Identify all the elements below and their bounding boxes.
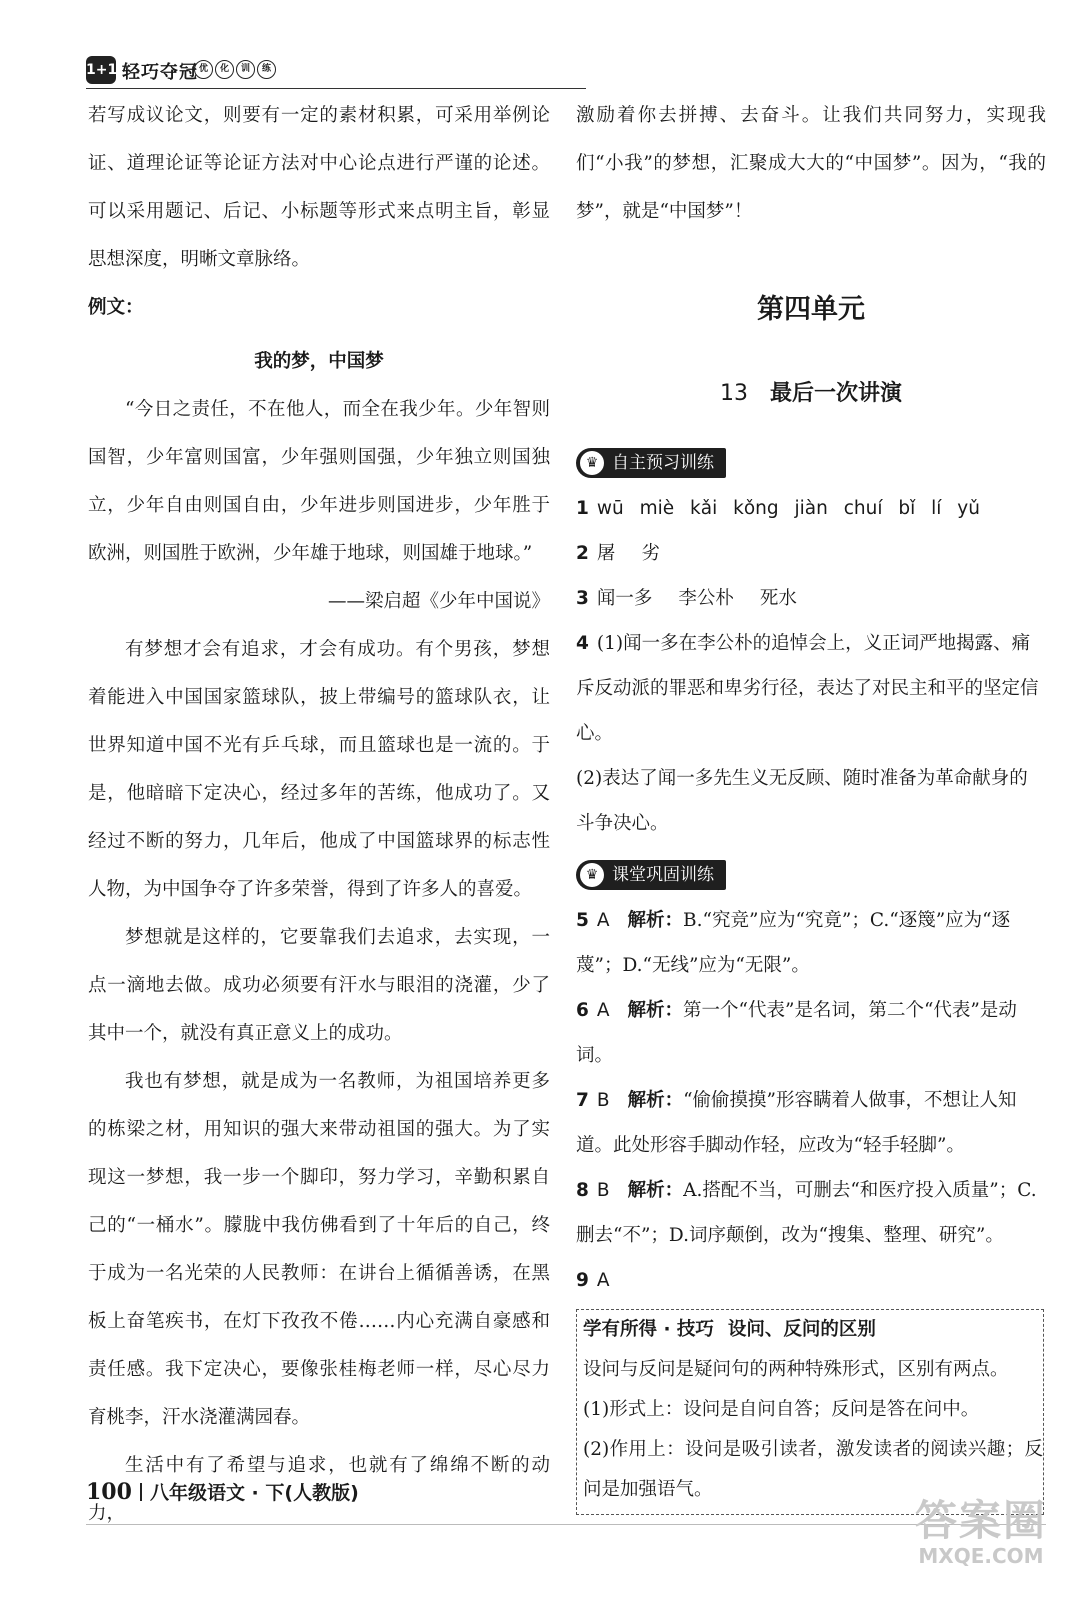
essay-title: 我的梦，中国梦 (254, 351, 384, 372)
badge: 化 (215, 60, 234, 79)
footer-separator (140, 1483, 142, 1501)
answer-key: B (596, 1090, 610, 1111)
intro-paragraph: 若写成议论文，则要有一定的素材积累，可采用举例论证、道理论证等论证方法对中心论点进行严谨的论述。可以采用题记、后记、小标题等形式来点明主旨，彰显思想深度，明晰文章脉络。 (88, 105, 550, 270)
footer-divider (86, 1524, 1046, 1525)
answer-text: 屠 (596, 543, 616, 564)
watermark-text: 答案圈 (914, 1496, 1047, 1545)
tip-line: (2)作用上：设问是吸引读者，激发读者的阅读兴趣；反问是加强语气。 (583, 1439, 1043, 1500)
answer-item (576, 988, 1046, 1078)
analysis-label: 解析： (627, 910, 684, 931)
analysis-label: 解析： (627, 1000, 684, 1021)
section-tag-label: 课堂巩固训练 (612, 865, 714, 885)
answer-number: 4 (576, 633, 589, 654)
section-tag-label: 自主预习训练 (612, 453, 714, 473)
badge: 优 (194, 60, 213, 79)
tip-heading (583, 1310, 1043, 1350)
answer-item (576, 576, 1046, 621)
answer-number: 3 (576, 588, 589, 609)
answer-key: A (596, 1270, 610, 1291)
brand-name: 轻巧夺冠 (122, 62, 198, 83)
answer-key: A (596, 1000, 610, 1021)
right-column (576, 92, 1046, 1515)
header-divider (86, 88, 586, 89)
brand-badges (194, 60, 276, 79)
watermark (915, 1498, 1047, 1568)
answer-item (576, 1168, 1046, 1258)
answer-text: 劣 (641, 543, 660, 564)
answer-key: A (596, 910, 610, 931)
answer-number: 1 (576, 498, 589, 519)
answer-number: 6 (576, 1000, 589, 1021)
tip-title: 学有所得 · 技巧 (583, 1319, 714, 1340)
watermark-url: MXQE.COM (918, 1544, 1044, 1568)
analysis-text: A.搭配不当，可删去“和医疗投入质量”；C.删去“不”；D.词序颠倒，改为“搜集、整理、研究”。 (576, 1180, 1037, 1246)
answer-number: 7 (576, 1090, 589, 1111)
section-tag-preview (576, 448, 726, 478)
answer-number: 5 (576, 910, 589, 931)
analysis-label: 解析： (627, 1090, 684, 1111)
book-title: 八年级语文 · 下(人教版) (149, 1482, 359, 1504)
answer-item (576, 1258, 1046, 1303)
page-number: 100 (86, 1479, 132, 1505)
tip-line: (1)形式上：设问是自问自答；反问是答在问中。 (583, 1399, 980, 1420)
answer-number: 2 (576, 543, 589, 564)
lesson-number: 13 (719, 381, 748, 406)
unit-title: 第四单元 (757, 294, 865, 325)
answer-number: 9 (576, 1270, 589, 1291)
left-column (88, 92, 550, 1538)
essay-continued: 激励着你去拼搏、去奋斗。让我们共同努力，实现我们“小我”的梦想，汇聚成大大的“中国梦”。因为，“我的梦”，就是“中国梦”！ (576, 105, 1046, 222)
quote-source: ——梁启超《少年中国说》 (327, 591, 550, 612)
answer-pinyin: wū miè kǎi kǒng jiàn chuí bǐ lí yǔ (596, 498, 980, 519)
tip-box (576, 1309, 1044, 1515)
page-header (86, 56, 586, 86)
answer-item (576, 621, 1046, 756)
essay-paragraph: 生活中有了希望与追求，也就有了绵绵不断的动力， (88, 1455, 550, 1524)
answer-number: 8 (576, 1180, 589, 1201)
badge: 训 (236, 60, 255, 79)
answer-text: 闻一多 (596, 588, 653, 609)
crown-icon: ♛ (580, 451, 604, 475)
brand-logo-icon: 1+1 (86, 56, 116, 84)
section-tag-practice (576, 860, 726, 890)
answer-key: B (596, 1180, 610, 1201)
essay-paragraph: 我也有梦想，就是成为一名教师，为祖国培养更多的栋梁之材，用知识的强大来带动祖国的强大。为了实现这一梦想，我一步一个脚印，努力学习，辛勤积累自己的“一桶水”。朦胧中我仿佛看到了十年后的自己，终于成为一名光荣的人民教师：在讲台上循循善诱，在黑板上奋笔疾书，在灯下孜孜不倦……内心充满自豪感和责任感。我下定决心，要像张桂梅老师一样，尽心尽力育桃李，汗水浇灌满园春。 (88, 1071, 550, 1428)
answer-item (576, 531, 1046, 576)
analysis-text: 第一个“代表”是名词，第二个“代表”是动词。 (576, 1000, 1017, 1066)
answer-text: (2)表达了闻一多先生义无反顾、随时准备为革命献身的斗争决心。 (576, 768, 1028, 834)
tip-line: 设问与反问是疑问句的两种特殊形式，区别有两点。 (583, 1359, 1009, 1380)
lesson-name: 最后一次讲演 (769, 381, 902, 406)
tip-subtitle: 设问、反问的区别 (727, 1319, 876, 1340)
analysis-text: “偷偷摸摸”形容瞒着人做事，不想让人知道。此处形容手脚动作轻，应改为“轻手轻脚”。 (576, 1090, 1017, 1156)
answer-text: 李公朴 (678, 588, 734, 609)
badge: 练 (257, 60, 276, 79)
answer-text: 死水 (759, 588, 797, 609)
analysis-text: B.“究竞”应为“究竟”；C.“逐篾”应为“逐蔑”；D.“无线”应为“无限”。 (576, 910, 1011, 976)
analysis-label: 解析： (627, 1180, 684, 1201)
answer-item (576, 1078, 1046, 1168)
essay-paragraph: 有梦想才会有追求，才会有成功。有个男孩，梦想着能进入中国国家篮球队，披上带编号的篮球队衣，让世界知道中国不光有乒乓球，而且篮球也是一流的。于是，他暗暗下定决心，经过多年的苦练，他成功了。又经过不断的努力，几年后，他成了中国篮球界的标志性人物，为中国争夺了许多荣誉，得到了许多人的喜爱。 (88, 639, 550, 900)
answer-item (576, 486, 1046, 531)
lesson-title (576, 376, 1046, 412)
essay-quote: “今日之责任，不在他人，而全在我少年。少年智则国智，少年富则国富，少年强则国强，少年独立则国独立，少年自由则国自由，少年进步则国进步，少年胜于欧洲，则国胜于欧洲，少年雄于地球，则国雄于地球。” (88, 399, 550, 564)
page-footer (86, 1478, 359, 1505)
crown-icon: ♛ (580, 863, 604, 887)
example-label: 例文： (88, 297, 144, 318)
essay-paragraph: 梦想就是这样的，它要靠我们去追求，去实现，一点一滴地去做。成功必须要有汗水与眼泪的浇灌，少了其中一个，就没有真正意义上的成功。 (88, 927, 550, 1044)
answer-text: (1)闻一多在李公朴的追悼会上，义正词严地揭露、痛斥反动派的罪恶和卑劣行径，表达了对民主和平的坚定信心。 (576, 633, 1039, 744)
answer-item (576, 898, 1046, 988)
